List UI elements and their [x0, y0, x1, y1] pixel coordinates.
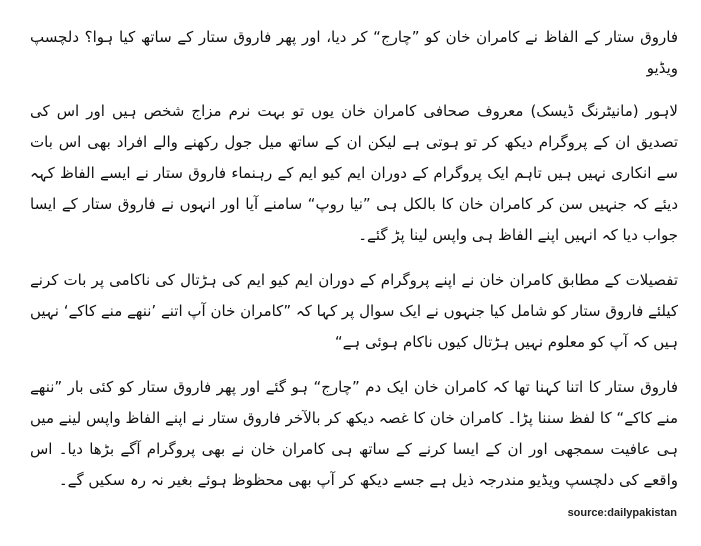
source-credit: source:dailypakistan	[567, 507, 677, 519]
article-paragraph-4: فاروق ستار کا اتنا کہنا تھا کہ کامران خان ایک دم ”چارج“ ہو گئے اور پھر فاروق ستار کو کئی بار ”ننھے منے کاکے“ کا لفظ سننا پڑا۔ کامران خان کا غصہ دیکھ کر بالآخر فاروق ستار نے اپنے الفاظ واپس لینے میں ہی عافیت سمجھی اور ان کے ایسا کرنے کے ساتھ ہی کامران خان نے بھی پروگرام آگے بڑھا دیا۔ اس واقعے کی دلچسپ ویڈیو مندرجہ ذیل ہے جسے دیکھ کر آپ بھی محظوظ ہوئے بغیر نہ رہ سکیں گے۔	[30, 378, 678, 489]
article-paragraph-3: تفصیلات کے مطابق کامران خان نے اپنے پروگرام کے دوران ایم کیو ایم کی ہڑتال کی ناکامی پر بات کرنے کیلئے فاروق ستار کو شامل کیا جنہوں نے ایک سوال پر کہا کہ ”کامران خان آپ اتنے ’ننھے منے کاکے‘ نہیں ہیں کہ آپ کو معلوم نہیں ہڑتال کیوں ناکام ہوئی ہے“	[30, 271, 678, 351]
article-paragraph-2: لاہور (مانیٹرنگ ڈیسک) معروف صحافی کامران خان یوں تو بہت نرم مزاج شخص ہیں اور اس کی تصدیق ان کے پروگرام دیکھ کر تو ہوتی ہے لیکن ان کے ساتھ میل جول رکھنے والے افراد بھی اس بات سے انکاری نہیں ہیں تاہم ایک پروگرام کے دوران ایم کیو ایم کے رہنماء فاروق ستار نے ایسے الفاظ کہہ دیئے کہ جنہیں سن کر کامران خان کا بالکل ہی ”نیا روپ“ سامنے آیا اور انہوں نے فاروق ستار کے ایسا جواب دیا کہ انہیں اپنے الفاظ ہی واپس لینا پڑ گئے۔	[30, 102, 678, 244]
article-body	[30, 22, 678, 508]
article-paragraph-1: فاروق ستار کے الفاظ نے کامران خان کو ”چارج“ کر دیا، اور پھر فاروق ستار کے ساتھ کیا ہوا؟ دلچسپ ویڈیو	[30, 28, 678, 77]
